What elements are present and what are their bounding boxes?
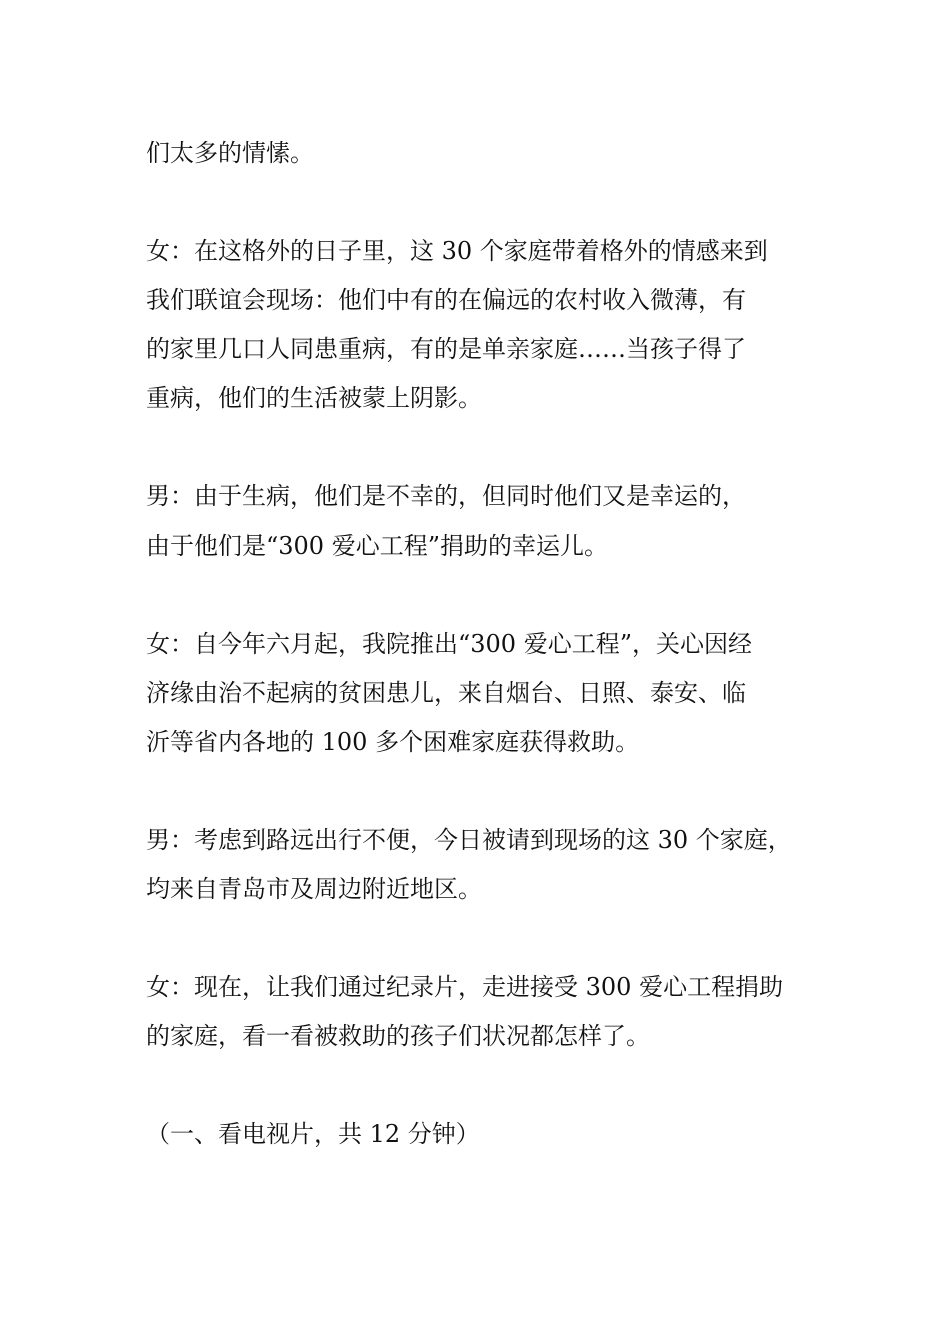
text-line: 由于他们是“300 爱心工程”捐助的幸运儿。: [146, 532, 608, 560]
text-line: 男：由于生病，他们是不幸的，但同时他们又是幸运的，: [146, 482, 746, 510]
text-line: （一、看电视片，共 12 分钟）: [146, 1120, 480, 1148]
text-line: 女：自今年六月起，我院推出“300 爱心工程”，关心因经: [146, 630, 752, 658]
text-line: 男：考虑到路远出行不便，今日被请到现场的这 30 个家庭，: [146, 826, 792, 854]
text-line: 济缘由治不起病的贫困患儿，来自烟台、日照、泰安、临: [146, 679, 746, 707]
text-line: 的家里几口人同患重病，有的是单亲家庭……当孩子得了: [146, 335, 746, 363]
text-line: 我们联谊会现场：他们中有的在偏远的农村收入微薄，有: [146, 286, 746, 314]
text-line: 女：现在，让我们通过纪录片，走进接受 300 爱心工程捐助: [146, 973, 784, 1001]
text-line: 的家庭，看一看被救助的孩子们状况都怎样了。: [146, 1022, 650, 1050]
text-line: 们太多的情愫。: [146, 139, 314, 167]
text-line: 均来自青岛市及周边附近地区。: [146, 875, 482, 903]
text-line: 女：在这格外的日子里，这 30 个家庭带着格外的情感来到: [146, 237, 768, 265]
text-line: 重病，他们的生活被蒙上阴影。: [146, 384, 482, 412]
text-line: 沂等省内各地的 100 多个困难家庭获得救助。: [146, 728, 640, 756]
